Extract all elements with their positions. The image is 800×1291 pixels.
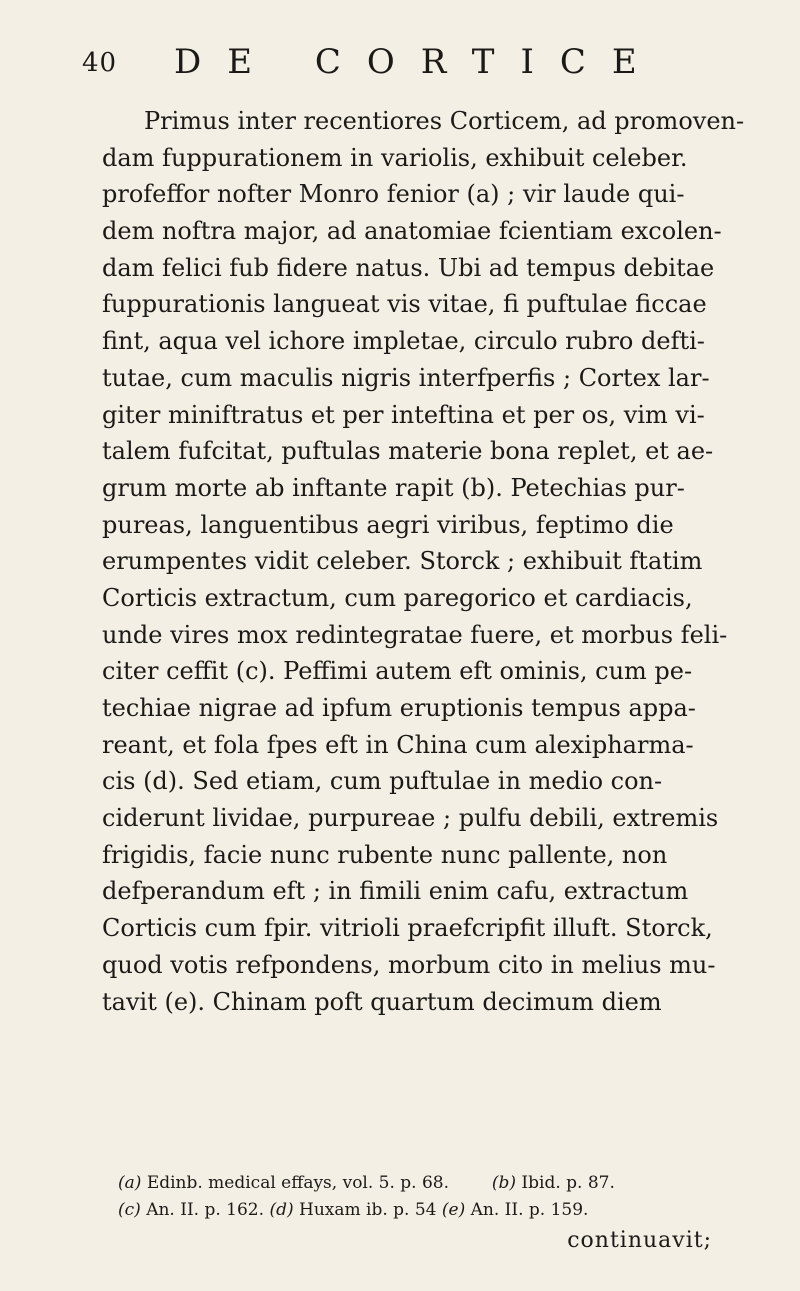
text-line: fint, aqua vel ichore impletae, circulo rubro defti- — [102, 327, 705, 356]
footnote-text: Edinb. medical effays, vol. 5. p. 68. — [146, 1173, 450, 1193]
footnote-line — [118, 1197, 758, 1224]
text-line: grum morte ab inftante rapit (b). Petechias pur- — [102, 473, 685, 502]
text-line: techiae nigrae ad ipfum eruptionis tempus appa- — [102, 694, 696, 722]
catchword: continuavit; — [567, 1228, 712, 1253]
page-number: 40 — [82, 48, 118, 78]
text-line: quod votis refpondens, morbum cito in melius mu- — [102, 950, 716, 979]
footnotes — [118, 1170, 758, 1224]
text-line: dam fuppurationem in variolis, exhibuit celeber. — [102, 143, 688, 172]
footnote-text: Huxam ib. p. 54 — [299, 1200, 437, 1220]
footnote-text: Ibid. p. 87. — [521, 1173, 615, 1193]
page-header — [82, 42, 722, 88]
text-line: Primus inter recentiores Corticem, ad promoven- — [144, 107, 745, 135]
text-line: unde vires mox redintegratae fuere, et morbus feli- — [102, 620, 728, 649]
footnote-mark: (e) — [441, 1200, 466, 1220]
text-line: pureas, languentibus aegri viribus, feptimo die — [102, 510, 674, 539]
text-line: ciderunt lividae, purpureae ; pulfu debili, extremis — [102, 804, 719, 833]
text-line: giter miniftratus et per inteftina et per os, vim vi- — [102, 400, 705, 429]
body-text — [102, 103, 745, 1020]
text-line: reant, et fola fpes eft in China cum alexipharma- — [102, 730, 694, 759]
footnote-line — [118, 1170, 758, 1197]
text-line: dam felici fub fidere natus. Ubi ad tempus debitae — [102, 253, 715, 282]
text-line: Corticis cum fpir. vitrioli praefcripfit illuft. Storck, — [102, 914, 713, 943]
text-line: tutae, cum maculis nigris interfperfis ; Cortex lar- — [102, 363, 710, 392]
text-line: fuppurationis langueat vis vitae, fi puftulae ficcae — [102, 290, 707, 319]
footnote-mark: (a) — [118, 1173, 142, 1193]
text-line: erumpentes vidit celeber. Storck ; exhibuit ftatim — [102, 547, 703, 576]
footnote-mark: (b) — [491, 1173, 516, 1193]
footnote-text: An. II. p. 159. — [470, 1200, 589, 1220]
footnote-text: An. II. p. 162. — [146, 1200, 265, 1220]
footnote-mark: (c) — [118, 1200, 141, 1220]
running-title: DE CORTICE — [174, 42, 663, 82]
text-line: citer ceffit (c). Peffimi autem eft ominis, cum pe- — [102, 657, 693, 686]
text-line: talem fufcitat, puftulas materie bona replet, et ae- — [102, 437, 714, 466]
text-line: profeffor nofter Monro fenior (a) ; vir laude qui- — [102, 180, 685, 209]
text-line: cis (d). Sed etiam, cum puftulae in medio con- — [102, 767, 663, 796]
text-line: Corticis extractum, cum paregorico et cardiacis, — [102, 583, 693, 612]
text-line: defperandum eft ; in fimili enim cafu, extractum — [102, 877, 689, 906]
text-line: tavit (e). Chinam poft quartum decimum diem — [102, 987, 662, 1016]
text-line: dem noftra major, ad anatomiae fcientiam excolen- — [102, 217, 722, 246]
text-line: frigidis, facie nunc rubente nunc pallente, non — [102, 840, 668, 869]
footnote-mark: (d) — [269, 1200, 294, 1220]
